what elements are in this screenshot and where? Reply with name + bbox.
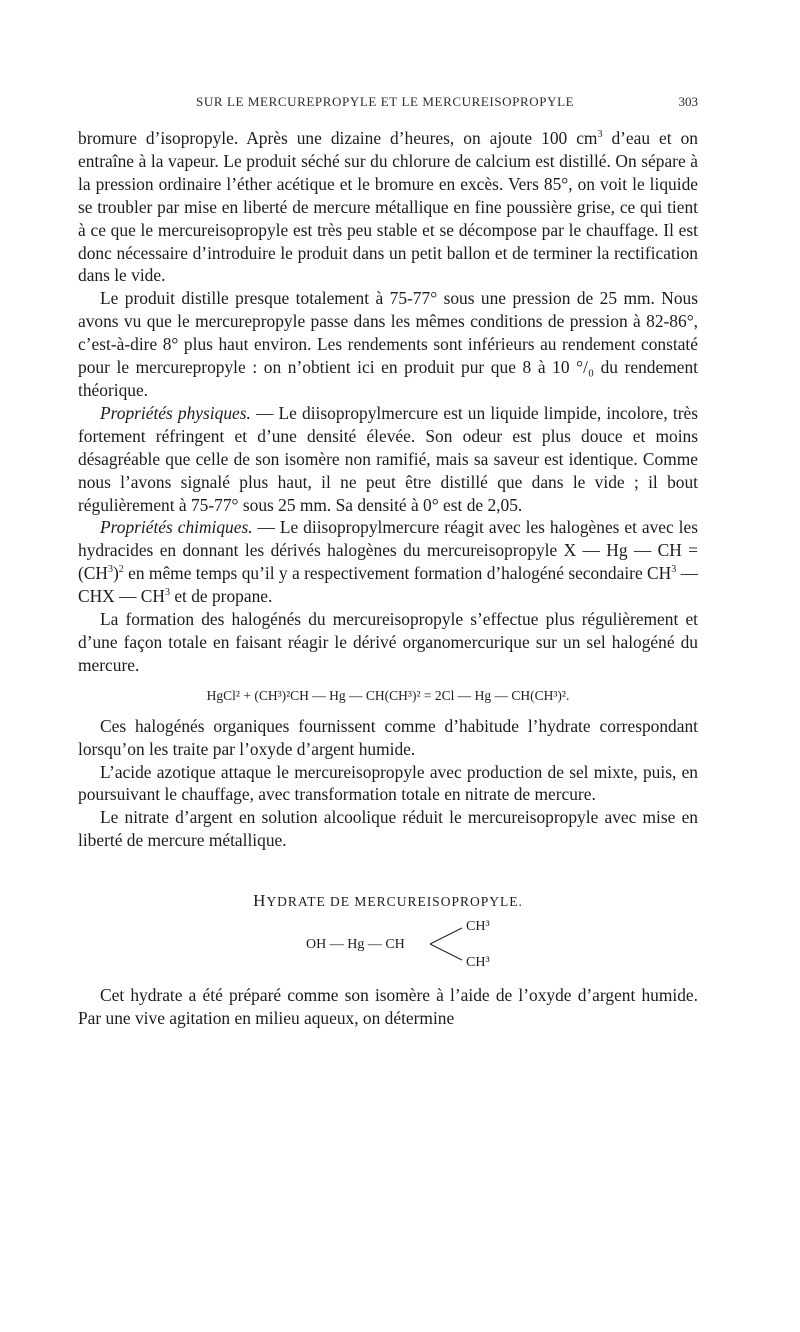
paragraph: L’acide azotique attaque le mercureisopropyle avec production de sel mixte, puis, en poursuivant le chauffage, avec transformation totale en nitrate de mercure. xyxy=(78,761,698,805)
formula-methyl-bottom: CH³ xyxy=(466,955,490,971)
running-header xyxy=(78,94,698,116)
formula-methyl-top: CH³ xyxy=(466,919,490,935)
paragraph-physical-properties: Propriétés physiques. — Le diisopropylmercure est un liquide limpide, incolore, très fortement réfringent et d’une densité élevée. Son odeur est plus douce et moins désagréable que celle de son isomère non ramifié, mais sa saveur est identique. Comme nous l’avons signalé plus haut, il ne peut être distillé que dans le vide ; il bout régulièrement à 75-77° sous 25 mm. Sa densité à 0° est de 2,05. xyxy=(78,402,698,515)
structural-formula xyxy=(78,916,698,972)
formula-branch-bonds xyxy=(426,924,466,964)
paragraph: Le nitrate d’argent en solution alcoolique réduit le mercureisopropyle avec mise en liberté de mercure métallique. xyxy=(78,807,698,851)
paragraph: La formation des halogénés du mercureisopropyle s’effectue plus régulièrement et d’une façon totale en faisant réagir le dérivé organomercurique sur un sel halogéné du mercure. xyxy=(78,609,698,675)
paragraph: bromure d’isopropyle. Après une dizaine d’heures, on ajoute 100 $cm^3$ d’eau et on entraîne à la vapeur. Le produit séché sur du chlorure de calcium est distillé. On sépare à la pression ordinaire l’éther acétique et le bromure en excès. Vers 85°, on voit le liquide se troubler par mise en liberté de mercure métallique en fine poussière grise, ce qui tient à ce que le mercureisopropyle est très peu stable et se décompose par le chauffage. Il est donc nécessaire d’introduire le produit dans un petit ballon et de terminer la rectification dans le vide. xyxy=(78,128,698,286)
section-title: HYDRATE DE MERCUREISOPROPYLE. xyxy=(253,891,523,911)
paragraph-chemical-properties: Propriétés chimiques. — Le diisopropylmercure réagit avec les halogènes et avec les hydracides en donnant les dérivés halogènes du mercureisopropyle X — Hg — CH = $(CH^3)^2$ en même temps qu’il y a respectivement formation d’halogéné secondaire $CH^3$ — CHX — $CH^3$ et de propane. xyxy=(78,517,698,607)
chemical-equation: HgCl² + (CH³)²CH — Hg — CH(CH³)² = 2Cl — Hg — CH(CH³)². xyxy=(206,687,570,703)
page-body xyxy=(78,127,698,1030)
paragraph: Ces halogénés organiques fournissent comme d’habitude l’hydrate correspondant lorsqu’on les traite par l’oxyde d’argent humide. xyxy=(78,715,698,759)
paragraph: Le produit distille presque totalement à 75-77° sous une pression de 25 mm. Nous avons vu que le mercurepropyle passe dans les mêmes conditions de pression à 82-86°, c’est-à-dire 8° plus haut environ. Les rendements sont inférieurs au rendement constaté pour le mercurepropyle : on n’obtient ici en produit pur que 8 à 10 °/₀ du rendement théorique. xyxy=(78,288,698,400)
paragraph: Cet hydrate a été préparé comme son isomère à l’aide de l’oxyde d’argent humide. Par une vive agitation en milieu aqueux, on détermine xyxy=(78,985,698,1029)
subheading-physical-properties: Propriétés physiques. xyxy=(100,402,251,423)
subheading-chemical-properties: Propriétés chimiques. xyxy=(100,517,253,538)
page-number: 303 xyxy=(678,94,698,109)
running-title: SUR LE MERCUREPROPYLE ET LE MERCUREISOPROPYLE xyxy=(196,94,575,109)
formula-main-chain: OH — Hg — CH xyxy=(306,937,405,953)
